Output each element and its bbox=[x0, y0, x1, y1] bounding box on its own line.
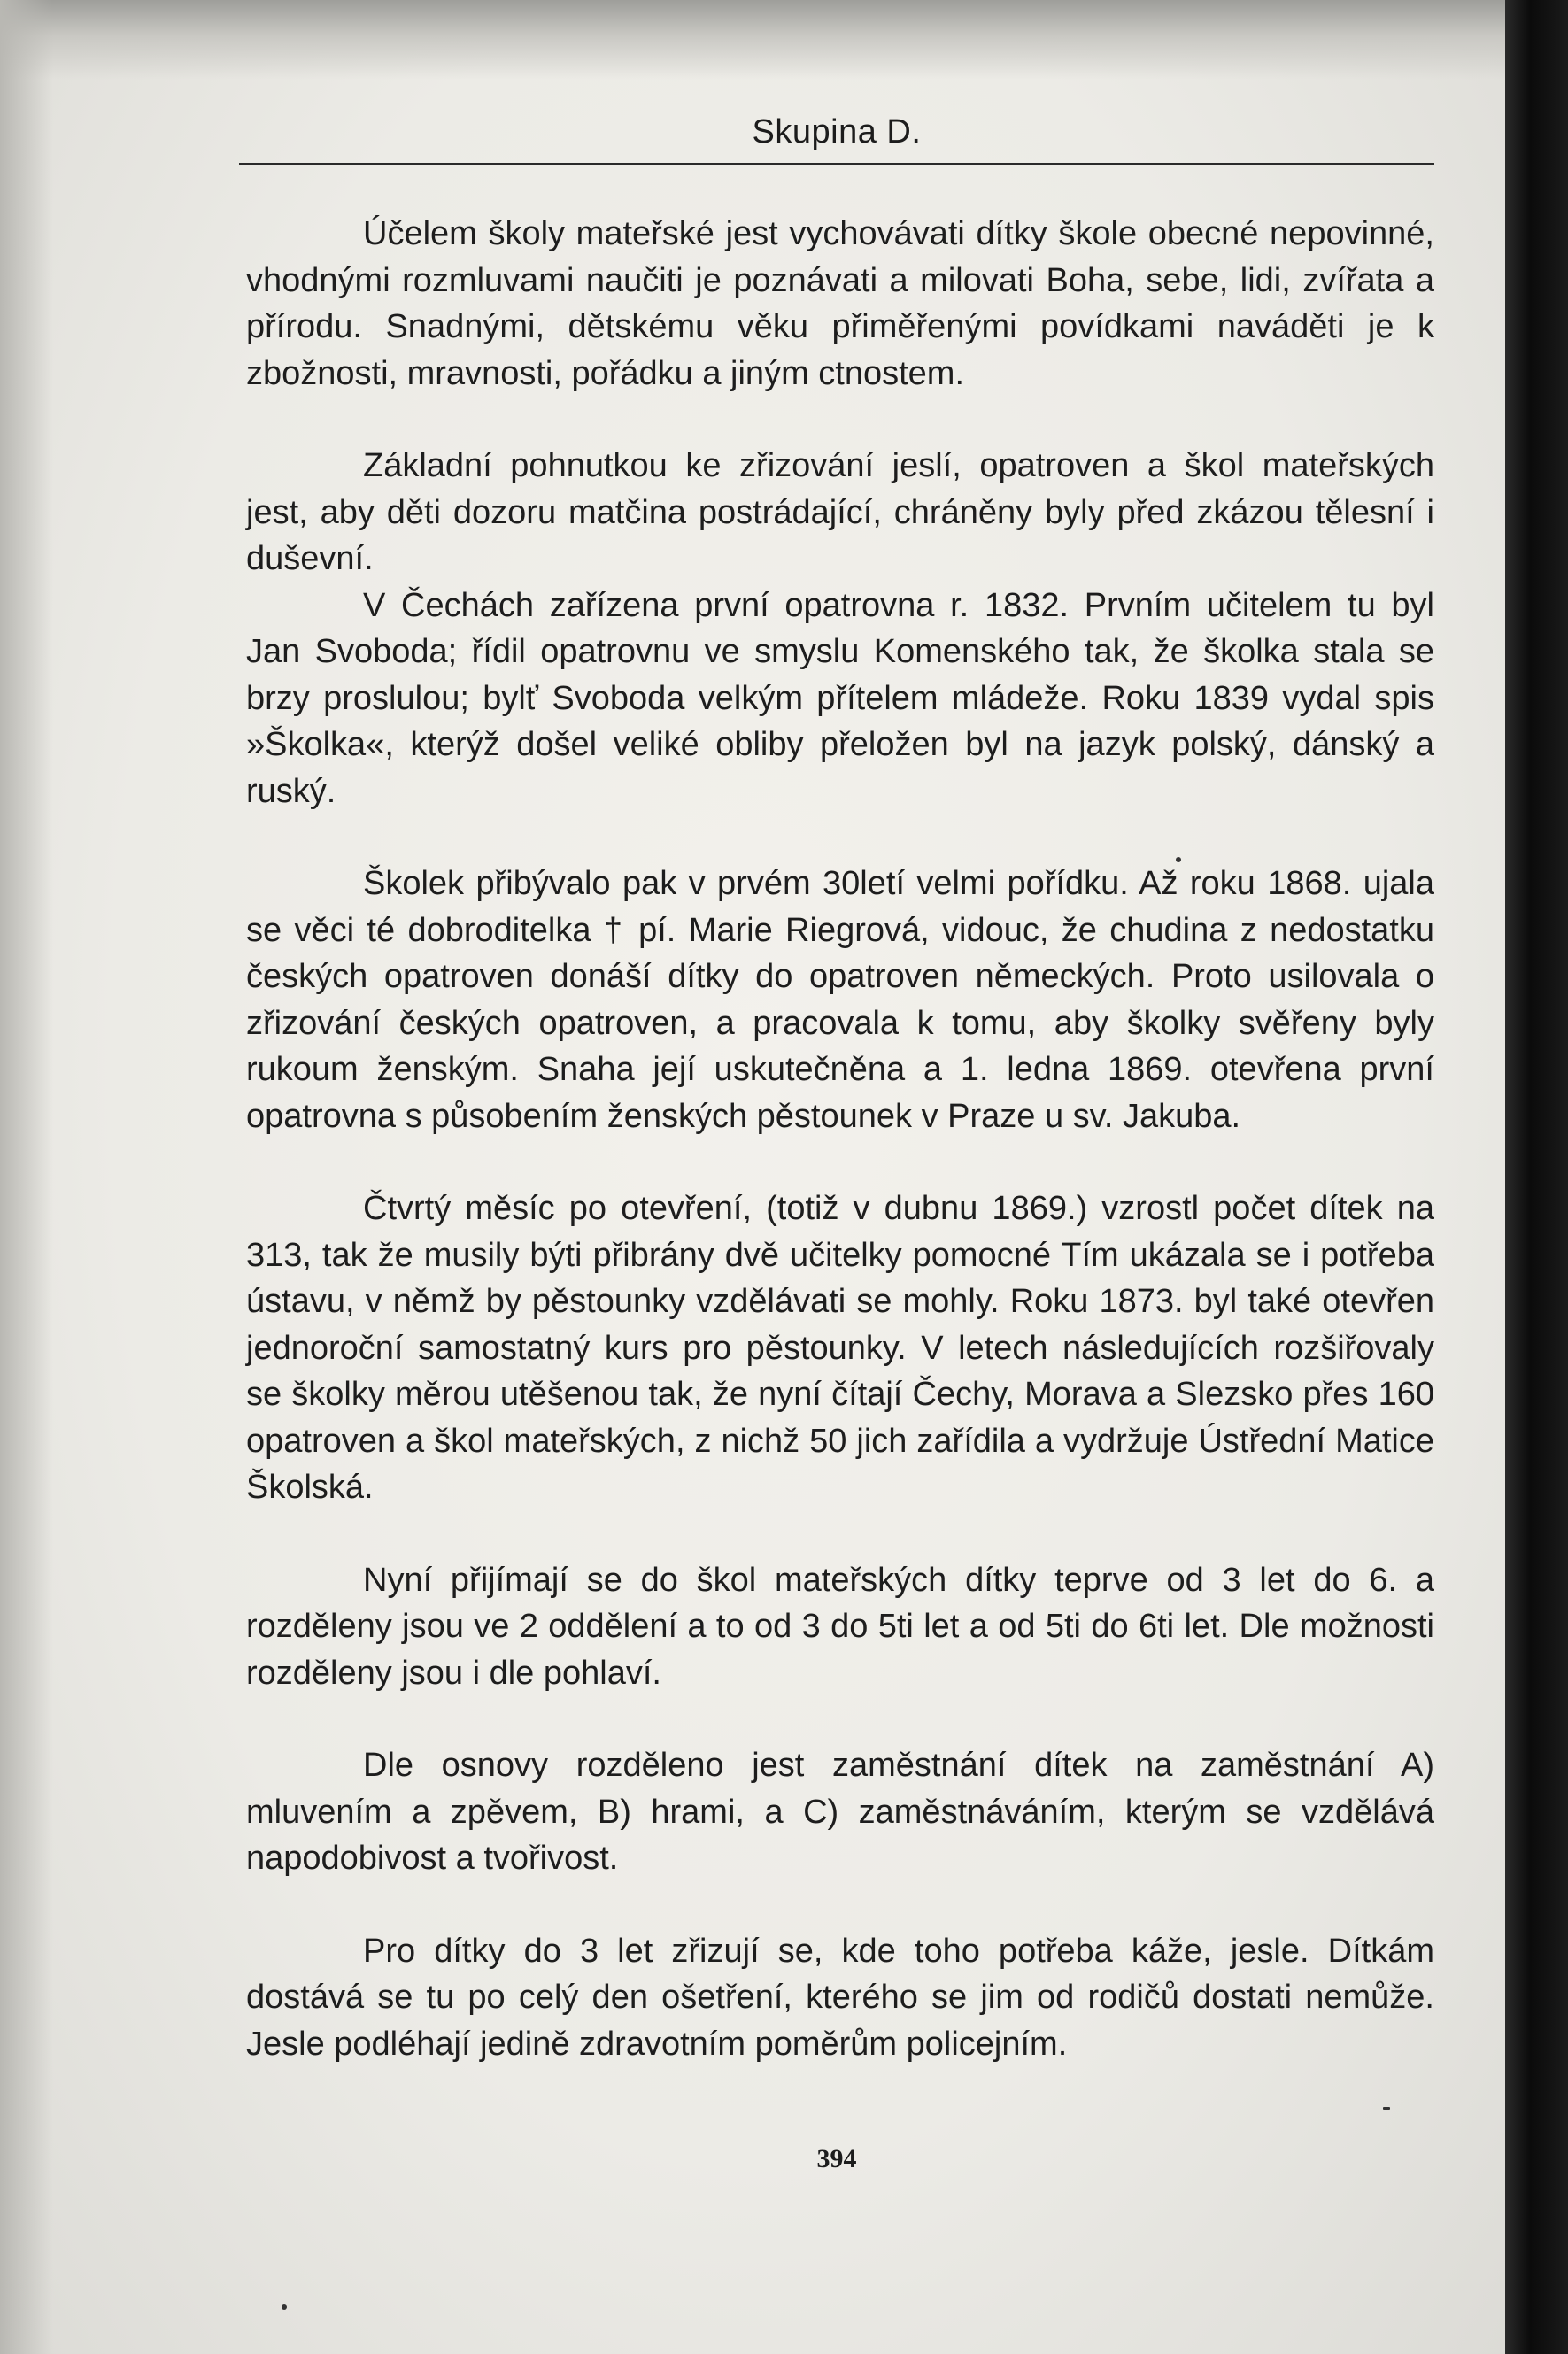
paragraph-creche: Pro dítky do 3 let zřizují se, kde toho potřeba káže, jesle. Dítkám dostává se tu po celý den ošetření, kterého se jim od rodičů dostati nemůže. Jesle podléhají jedině zdravotním poměrům policejním. bbox=[246, 1932, 1434, 2063]
body-text bbox=[246, 211, 1434, 2067]
paragraph-purpose: Účelem školy mateřské jest vychovávati dítky škole obecné nepovinné, vhodnými rozmluvami naučiti je poznávati a milovati Boha, sebe, lidi, zvířata a přírodu. Snadnými, dětskému věku přiměřenými povídkami naváděti je k zbožnosti, mravnosti, pořádku a jiným ctnostem. bbox=[246, 215, 1434, 392]
page-top-shadow bbox=[0, 0, 1505, 80]
scan-speck bbox=[1383, 2107, 1390, 2110]
paragraph-admission: Nyní přijímají se do škol mateřských dítky teprve od 3 let do 6. a rozděleny jsou ve 2 oddělení a to od 3 do 5ti let a od 5ti do 6ti let. Dle možnosti rozděleny jsou i dle pohlaví. bbox=[246, 1561, 1434, 1692]
paragraph-expansion: Čtvrtý měsíc po otevření, (totiž v dubnu 1869.) vzrostl počet dítek na 313, tak že musily býti přibrány dvě učitelky pomocné Tím ukázala se i potřeba ústavu, v němž by pěstounky vzdělávati se mohly. Roku 1873. byl také otevřen jednoroční samostatný kurs pro pěstounky. V letech následujících rozšiřovaly se školky měrou utěšenou tak, že nyní čítají Čechy, Morava a Slezsko přes 160 opatroven a škol mateřských, z nichž 50 jich zařídila a vydržuje Ústřední Matice Školská. bbox=[246, 1190, 1434, 1506]
scan-speck bbox=[282, 2304, 287, 2310]
scan-right-edge bbox=[1505, 0, 1568, 2354]
scan-speck bbox=[1176, 857, 1181, 862]
paragraph-first-nursery: V Čechách zařízena první opatrovna r. 1832. Prvním učitelem tu byl Jan Svoboda; řídil opatrovnu ve smyslu Komenského tak, že školka stala se brzy proslulou; bylť Svoboda velkým přítelem mládeže. Roku 1839 vydal spis »Školka«, kterýž došel veliké obliby přeložen byl na jazyk polský, dánský a ruský. bbox=[246, 586, 1434, 810]
page-number: 394 bbox=[816, 2144, 857, 2173]
page-left-shadow bbox=[0, 0, 53, 2354]
header-rule bbox=[239, 163, 1434, 165]
paragraph-curriculum: Dle osnovy rozděleno jest zaměstnání dítek na zaměstnání A) mluvením a zpěvem, B) hrami, a C) zaměstnáváním, kterým se vzdělává napodobivost a tvořivost. bbox=[246, 1747, 1434, 1877]
paragraph-growth: Školek přibývalo pak v prvém 30letí velmi pořídku. Až roku 1868. ujala se věci té dobroditelka † pí. Marie Riegrová, vidouc, že chudina z nedostatku českých opatroven donáší dítky do opatroven německých. Proto usilovala o zřizování českých opatroven, a pracovala k tomu, aby školky svěřeny byly rukoum ženským. Snaha její uskutečněna a 1. ledna 1869. otevřena první opatrovna s působením ženských pěstounek v Praze u sv. Jakuba. bbox=[246, 865, 1434, 1135]
paragraph-motivation: Základní pohnutkou ke zřizování jeslí, opatroven a škol mateřských jest, aby děti dozoru matčina postrádající, chráněny byly před zkázou tělesní i duševní. bbox=[246, 447, 1434, 577]
running-head: Skupina D. bbox=[752, 113, 922, 151]
